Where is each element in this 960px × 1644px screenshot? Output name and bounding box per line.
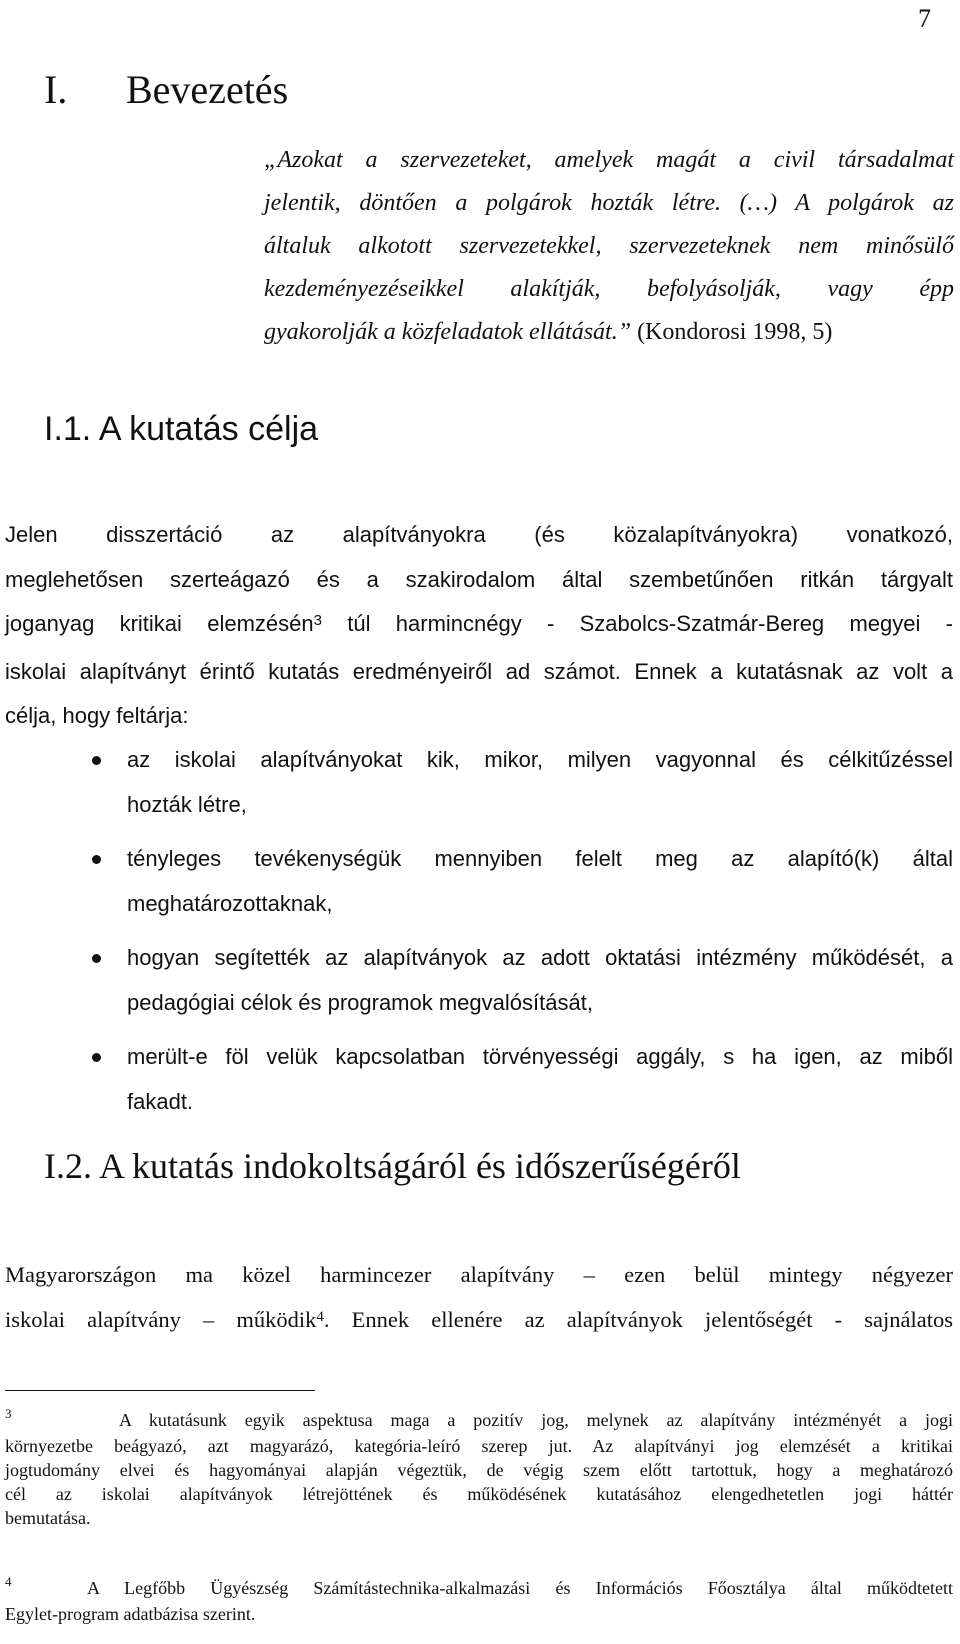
section-heading-2: I.2. A kutatás indokoltságáról és időszerűségéről	[44, 1146, 741, 1186]
quote-line: gyakorolják a közfeladatok ellátását.”	[264, 319, 638, 345]
footnote-line: jogtudomány elvei és hagyományai alapján végeztük, de végig szem előtt tartottuk, hogy a meghatározó	[5, 1460, 953, 1480]
quote-line: általuk alkotott szervezetekkel, szervezeteknek nem minősülő	[264, 233, 954, 259]
list-item	[5, 738, 953, 827]
footnote-line: bemutatása.	[5, 1508, 91, 1528]
footnote-line	[5, 1576, 953, 1602]
bullet-icon	[92, 756, 101, 765]
paragraph-line: meglehetősen szerteágazó és a szakirodalom által szembetűnően ritkán tárgyalt	[5, 566, 953, 592]
footnote-4	[5, 1576, 953, 1626]
paragraph-text: . Ennek ellenére az alapítványok jelentőségét - sajnálatos	[323, 1306, 953, 1332]
list-item-text: az iskolai alapítványokat kik, mikor, milyen vagyonnal és célkitűzéssel	[127, 747, 953, 772]
section-heading-1: I.1. A kutatás célja	[44, 410, 319, 448]
epigraph-quote	[264, 139, 954, 354]
bullet-icon	[92, 954, 101, 963]
list-item-text: hogyan segítették az alapítványok az adott oktatási intézmény működését, a	[127, 945, 953, 970]
paragraph-text: iskolai alapítvány – működik	[5, 1306, 317, 1332]
paragraph-line	[5, 602, 953, 650]
paragraph-line: iskolai alapítványt érintő kutatás eredményeiről ad számot. Ennek a kutatásnak az volt a	[5, 658, 953, 684]
footnote-number: 4	[5, 1574, 12, 1589]
paragraph-line	[5, 1298, 953, 1346]
list-item	[5, 936, 953, 1025]
chapter-heading	[44, 66, 288, 113]
paragraph-text: joganyag kritikai elemzésén	[5, 611, 314, 636]
bullet-icon	[92, 1053, 101, 1062]
footnote-line	[5, 1408, 953, 1434]
footnote-3	[5, 1408, 953, 1530]
paragraph-line: Jelen disszertáció az alapítványokra (és közalapítványokra) vonatkozó,	[5, 522, 953, 547]
footnote-ref-4[interactable]: 4	[316, 1308, 324, 1325]
footnote-text: A Legfőbb Ügyészség Számítástechnika-alkalmazási és Információs Főosztálya által működtetett	[86, 1578, 953, 1598]
section1-body	[5, 513, 953, 739]
footnote-text: A kutatásunk egyik aspektusa maga a pozitív jog, melynek az alapítvány intézményét a jogi	[118, 1410, 954, 1430]
footnote-line: környezetbe beágyazó, azt magyarázó, kategória-leíró szerep jut. Az alapítványi jog elemzését a kritikai	[5, 1436, 953, 1456]
quote-last-line	[264, 311, 954, 354]
footnote-separator	[5, 1390, 315, 1391]
list-item-text: tényleges tevékenységük mennyiben felelt meg az alapító(k) által	[127, 846, 953, 871]
quote-line: „Azokat a szervezeteket, amelyek magát a civil társadalmat	[264, 147, 954, 173]
list-item-text: merült-e föl velük kapcsolatban törvényességi aggály, s ha igen, az miből	[127, 1044, 953, 1069]
list-item-text: fakadt.	[127, 1088, 194, 1114]
list-item-text: meghatározottaknak,	[127, 890, 333, 916]
list-item-text: hozták létre,	[127, 791, 247, 817]
paragraph-text: túl harmincnégy - Szabolcs-Szatmár-Bereg megyei -	[321, 611, 953, 636]
footnote-ref-3[interactable]: 3	[313, 612, 322, 629]
paragraph-line: Magyarországon ma közel harmincezer alapítvány – ezen belül mintegy négyezer	[5, 1262, 953, 1287]
chapter-title: Bevezetés	[126, 67, 289, 112]
list-item	[5, 1035, 953, 1124]
chapter-number: I.	[44, 67, 68, 112]
quote-line: jelentik, döntően a polgárok hozták létre. (…) A polgárok az	[264, 190, 954, 216]
footnote-line: Egylet-program adatbázisa szerint.	[5, 1604, 256, 1624]
quote-line: kezdeményezéseikkel alakítják, befolyásolják, vagy épp	[264, 276, 954, 302]
footnote-line: cél az iskolai alapítványok létrejöttének és működésének kutatásához elengedhetetlen jogi háttér	[5, 1484, 953, 1504]
footnote-number: 3	[5, 1406, 12, 1421]
section2-body	[5, 1253, 953, 1345]
bullet-icon	[92, 855, 101, 864]
list-item-text: pedagógiai célok és programok megvalósítását,	[127, 989, 593, 1015]
paragraph-line: célja, hogy feltárja:	[5, 703, 189, 728]
page-number: 7	[918, 4, 931, 33]
quote-citation: (Kondorosi 1998, 5)	[637, 319, 833, 345]
goals-list	[5, 738, 953, 1124]
list-item	[5, 837, 953, 926]
